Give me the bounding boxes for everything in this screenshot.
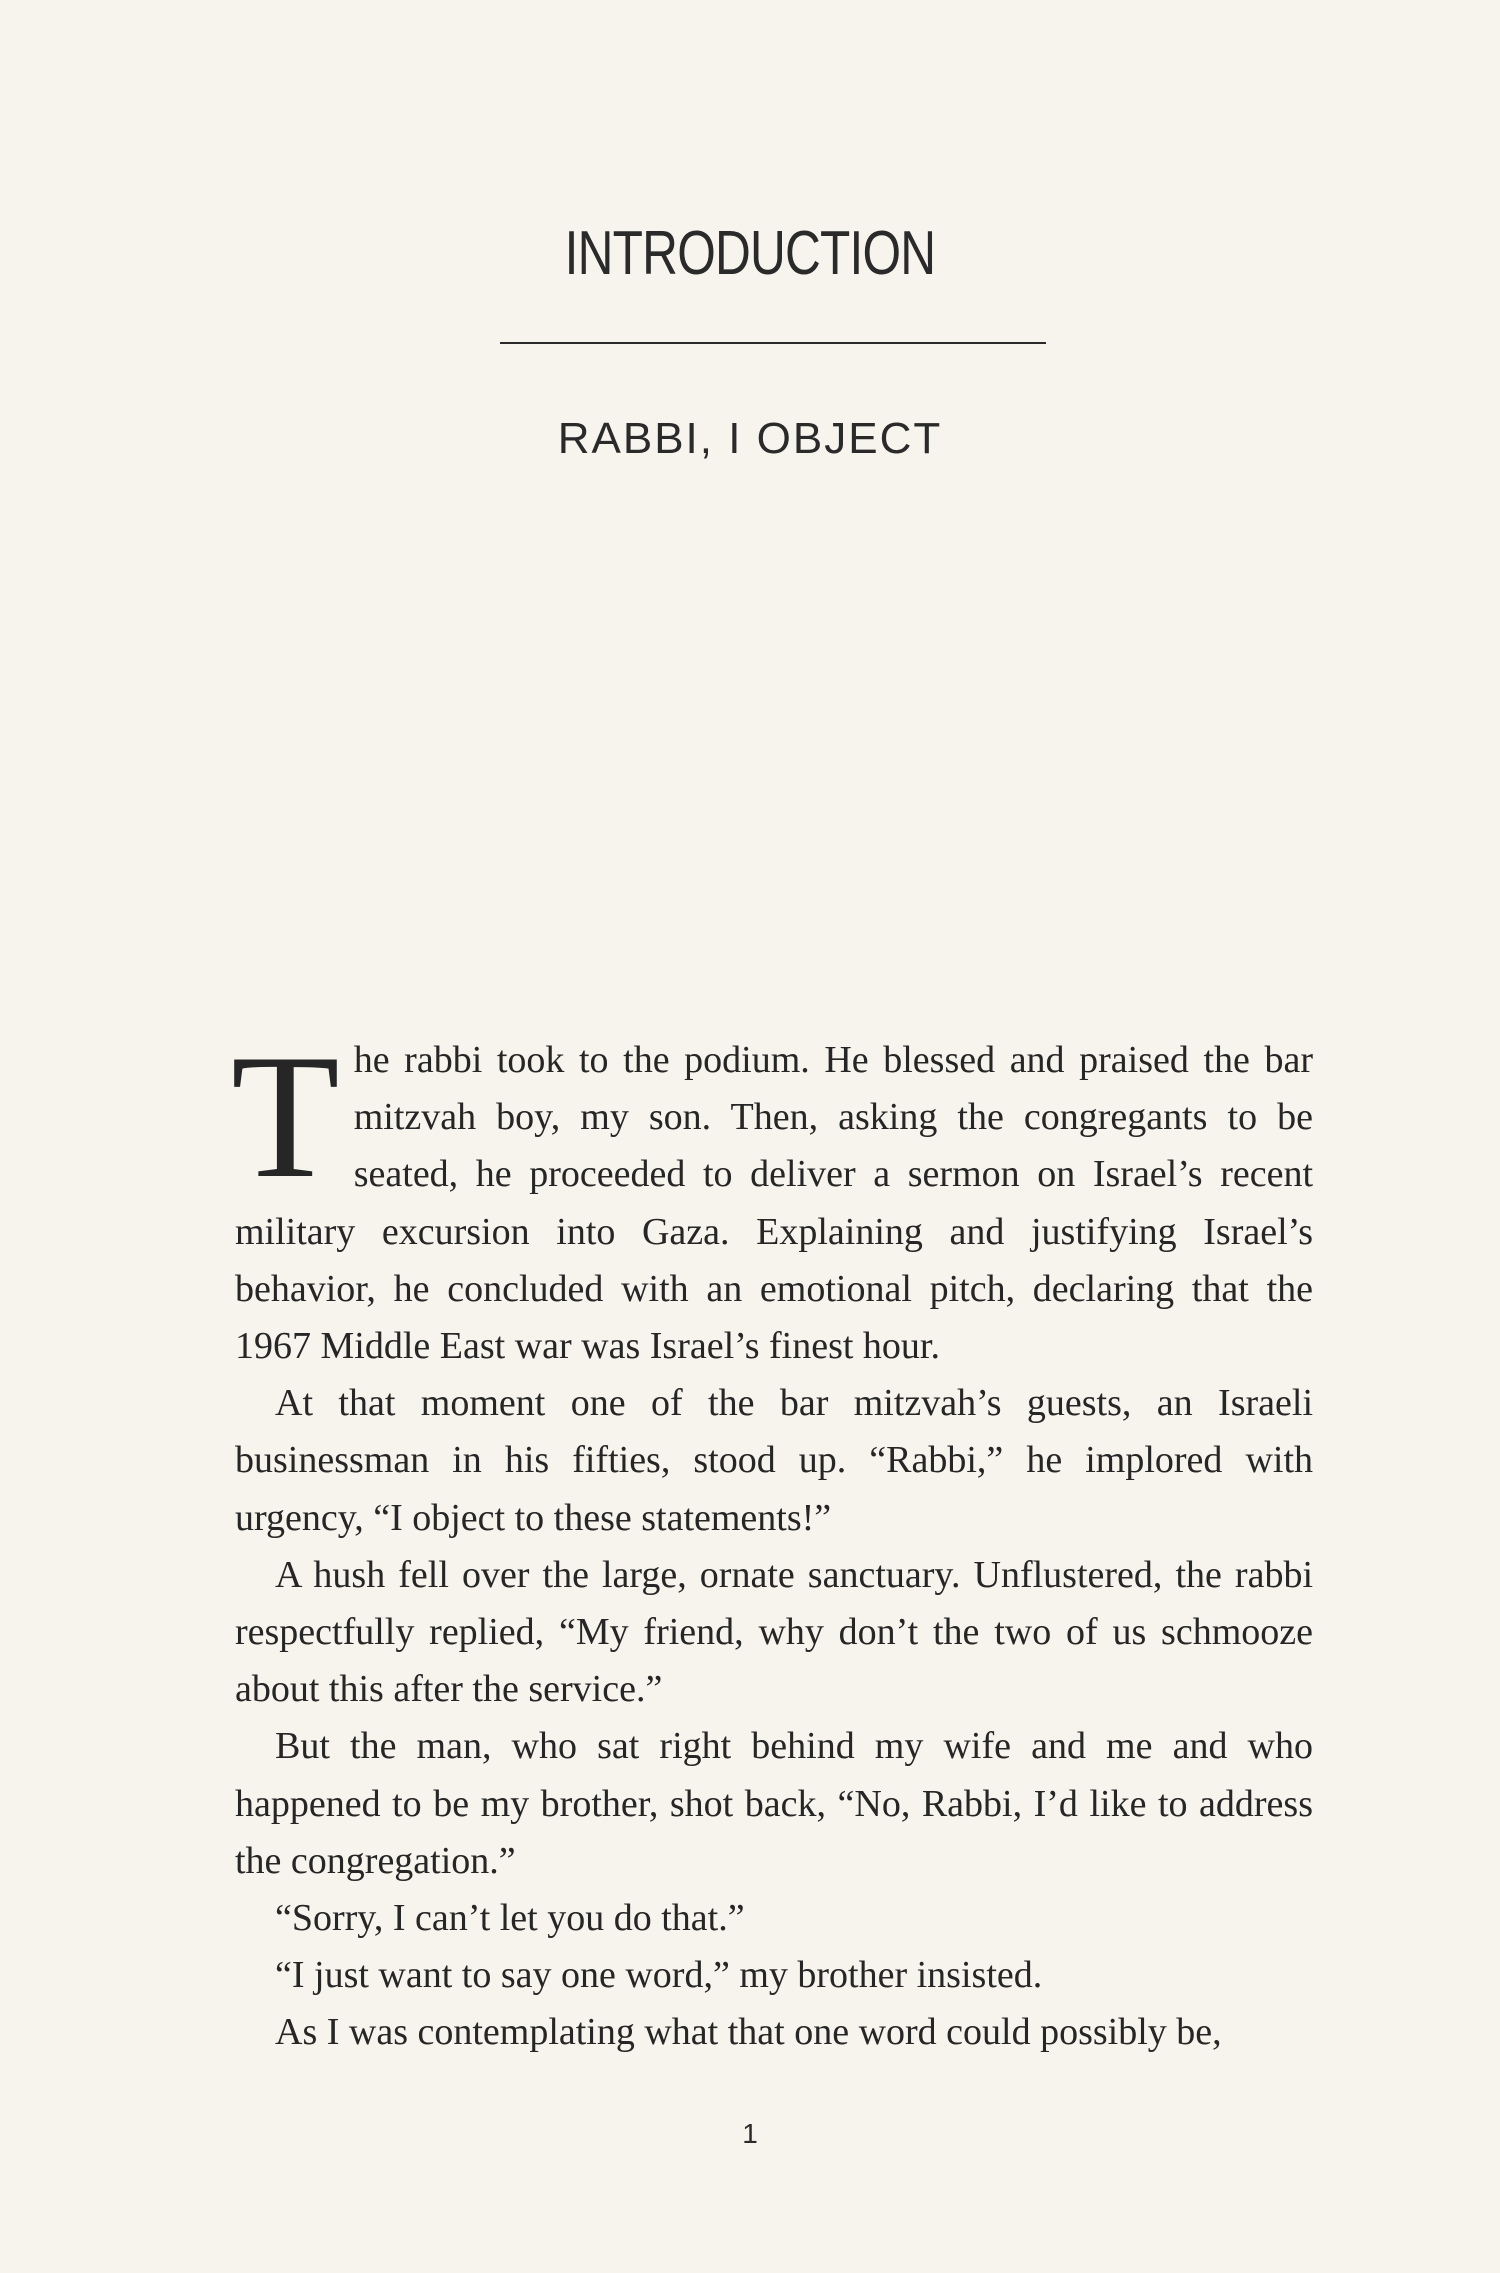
paragraph-7: As I was contemplating what that one word could possibly be, xyxy=(275,2011,1222,2054)
drop-cap: T xyxy=(231,1017,340,1215)
paragraph-6: “I just want to say one word,” my brother insisted. xyxy=(275,1954,1043,1997)
page-number: 1 xyxy=(742,2118,758,2149)
chapter-title: INTRODUCTION xyxy=(564,219,936,288)
paragraph-2: At that moment one of the bar mitzvah’s guests, an Israeli businessman in his fifties, stood up. “Rabbi,” he implored with urgency, “I object to these statements!” xyxy=(235,1382,1313,1539)
paragraph-4: But the man, who sat right behind my wife and me and who happened to be my brother, shot back, “No, Rabbi, I’d like to address the congregation.” xyxy=(235,1725,1313,1882)
chapter-subtitle: RABBI, I OBJECT xyxy=(557,414,943,463)
paragraph-3: A hush fell over the large, ornate sanctuary. Unflustered, the rabbi respectfully replied, “My friend, why don’t the two of us schmooze about this after the service.” xyxy=(235,1553,1313,1711)
body-text xyxy=(231,1017,1313,2062)
paragraph-1 xyxy=(231,1017,1313,1375)
title-divider xyxy=(500,342,1046,344)
paragraph-text: he rabbi took to the podium. He blessed and praised the bar mitzvah boy, my son. Then, asking the congregants to be seated, he proceeded to deliver a sermon on Israel’s recent military excursion into Gaza. Explaining and justifying Israel’s behavior, he concluded with an emotional pitch, declaring that the 1967 Middle East war was Israel’s finest hour. xyxy=(235,1039,1313,1368)
paragraph-5: “Sorry, I can’t let you do that.” xyxy=(275,1897,745,1940)
